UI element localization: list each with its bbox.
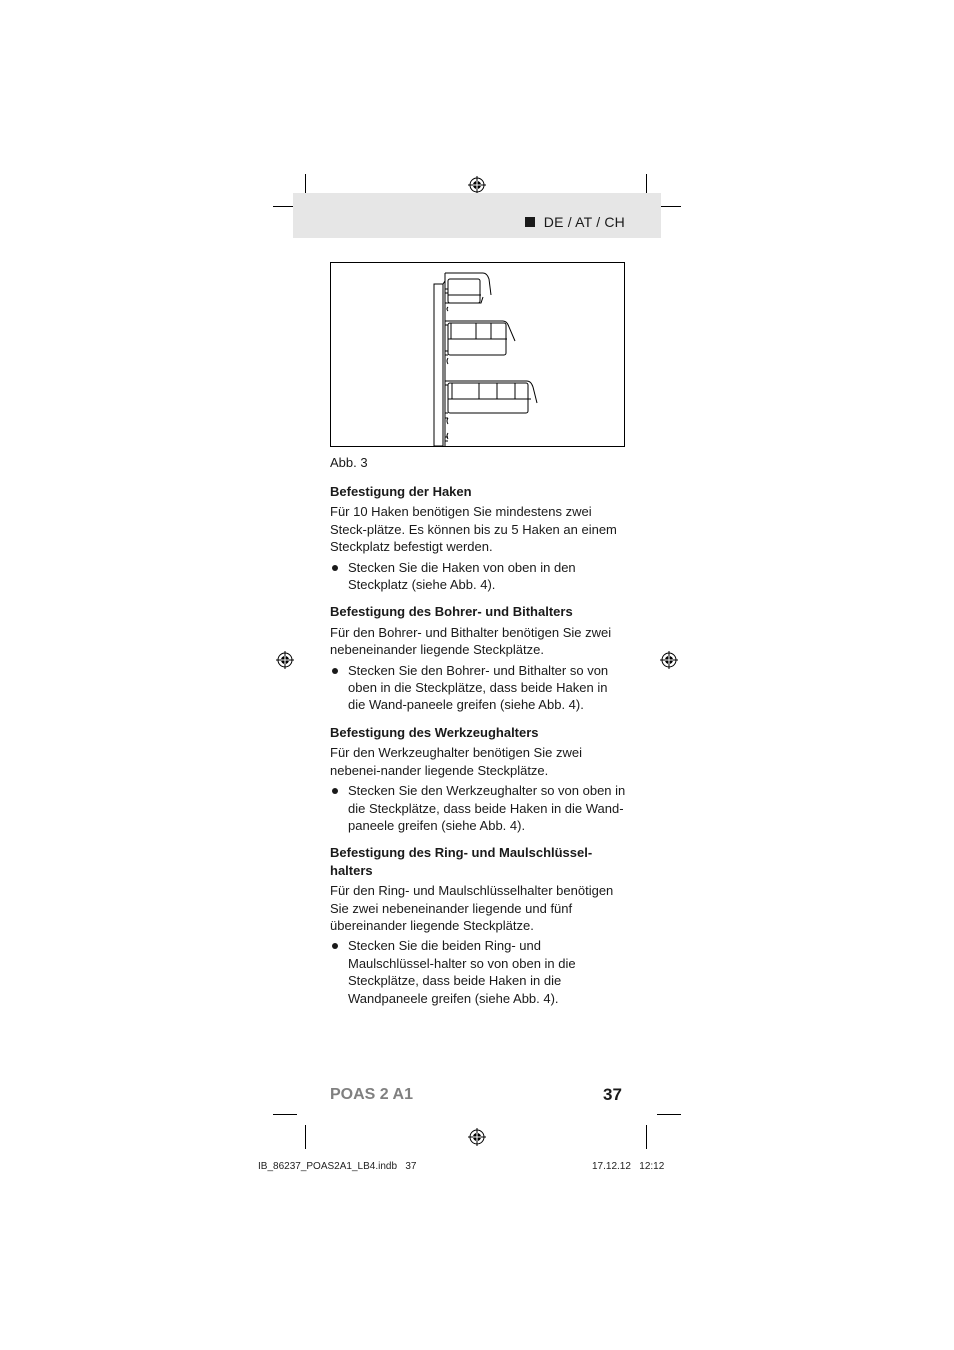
section-text: Für den Ring- und Maulschlüsselhalter benötigen Sie zwei nebeneinander liegende und fünf übereinander liegende Steckplätze. bbox=[330, 883, 614, 933]
bullet-dot-icon bbox=[332, 565, 338, 571]
bullet-text: Stecken Sie die beiden Ring- und Maulschlüssel-halter so von oben in die Steckplätze, dass beide Haken in die Wandpaneele greifen (siehe Abb. 4). bbox=[348, 938, 576, 1006]
section-tool-holder bbox=[330, 724, 628, 834]
bullet-item bbox=[330, 559, 628, 594]
bullet-text: Stecken Sie den Bohrer- und Bithalter so von oben in die Steckplätze, dass beide Haken in die Wand-paneele greifen (siehe Abb. 4). bbox=[348, 662, 609, 713]
instructions-content bbox=[330, 483, 628, 1017]
language-codes: DE / AT / CH bbox=[543, 214, 625, 230]
registration-mark-icon bbox=[276, 651, 294, 669]
bullet-item bbox=[330, 662, 628, 714]
print-slug-file: IB_86237_POAS2A1_LB4.indb 37 bbox=[258, 1161, 417, 1172]
registration-mark-icon bbox=[660, 651, 678, 669]
figure-illustration bbox=[330, 262, 625, 447]
model-name: POAS 2 A1 bbox=[330, 1086, 413, 1103]
bullet-text: Stecken Sie die Haken von oben in den Steckplatz (siehe Abb. 4). bbox=[348, 559, 576, 593]
section-text: Für den Werkzeughalter benötigen Sie zwei nebenei-nander liegende Steckplätze. bbox=[330, 745, 582, 778]
language-indicator bbox=[525, 214, 625, 230]
bullet-dot-icon bbox=[332, 943, 338, 949]
square-bullet-icon bbox=[525, 217, 535, 227]
section-drill-holder bbox=[330, 603, 628, 713]
section-wrench-holder bbox=[330, 844, 628, 1007]
bullet-item bbox=[330, 937, 628, 1007]
page-number: 37 bbox=[603, 1085, 622, 1104]
section-heading: Befestigung der Haken bbox=[330, 484, 472, 499]
section-text: Für 10 Haken benötigen Sie mindestens zwei Steck-plätze. Es können bis zu 5 Haken an einem Steckplatz befestigt werden. bbox=[330, 504, 617, 555]
crop-mark bbox=[646, 1125, 647, 1149]
print-slug-datetime: 17.12.12 12:12 bbox=[592, 1161, 665, 1172]
bullet-dot-icon bbox=[332, 788, 338, 794]
section-text: Für den Bohrer- und Bithalter benötigen Sie zwei nebeneinander liegende Steckplätze. bbox=[330, 624, 612, 658]
registration-mark-icon bbox=[468, 176, 486, 194]
section-hooks bbox=[330, 483, 628, 593]
crop-mark bbox=[305, 1125, 306, 1149]
wall-panel-drawing bbox=[331, 263, 624, 446]
figure-caption: Abb. 3 bbox=[330, 455, 368, 470]
section-heading: Befestigung des Bohrer- und Bithalters bbox=[330, 604, 573, 620]
bullet-dot-icon bbox=[332, 668, 338, 674]
header-band bbox=[293, 193, 661, 238]
bullet-item bbox=[330, 782, 628, 834]
crop-mark bbox=[657, 1114, 681, 1115]
crop-mark bbox=[273, 1114, 297, 1115]
bullet-text: Stecken Sie den Werkzeughalter so von oben in die Steckplätze, dass beide Haken in die Wand-paneele greifen (siehe Abb. 4). bbox=[348, 783, 626, 833]
registration-mark-icon bbox=[468, 1128, 486, 1146]
section-heading: Befestigung des Werkzeughalters bbox=[330, 724, 539, 740]
section-heading: Befestigung des Ring- und Maulschlüssel-halters bbox=[330, 845, 593, 878]
